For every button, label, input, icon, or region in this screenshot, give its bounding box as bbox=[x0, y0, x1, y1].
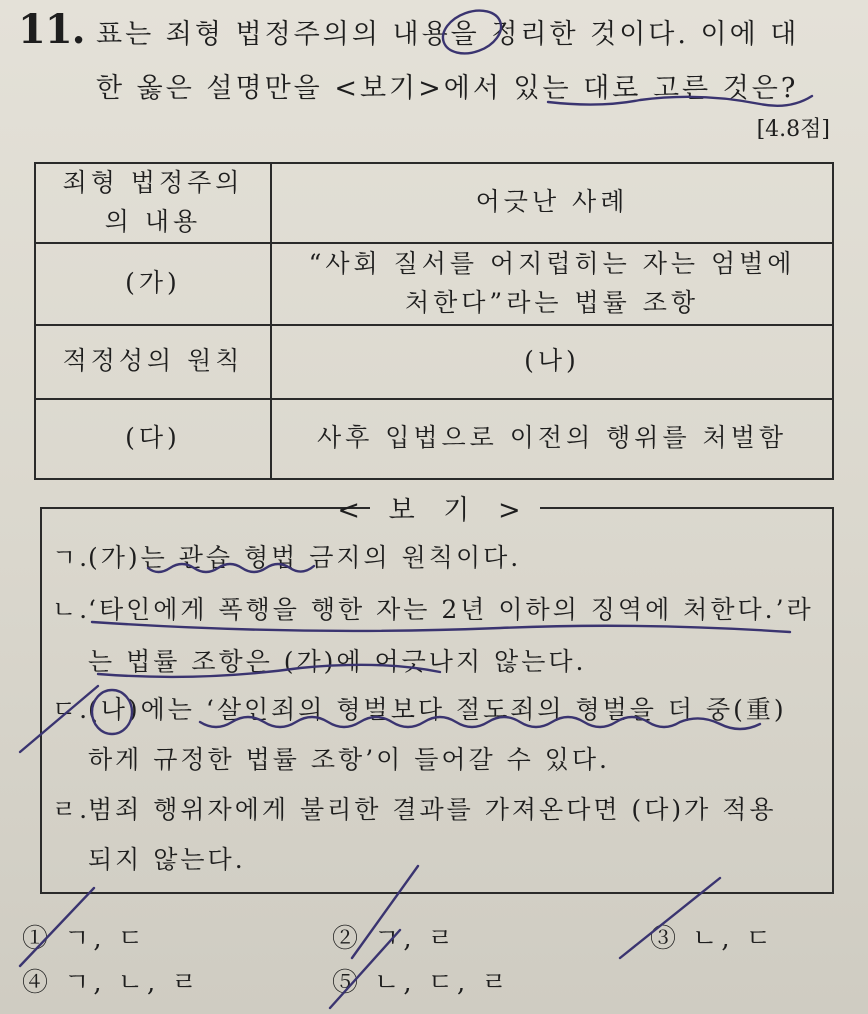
item-text-continued: 하게 규정한 법률 조항’이 들어갈 수 있다. bbox=[88, 745, 610, 774]
question-text-line-1: 표는 죄형 법정주의의 내용을 정리한 것이다. 이에 대 bbox=[96, 19, 800, 50]
choice-number: ③ bbox=[650, 924, 681, 954]
choice-1[interactable] bbox=[22, 918, 147, 955]
row-principle: (다) bbox=[35, 399, 271, 479]
choice-number: ④ bbox=[22, 968, 53, 998]
item-text: (가)는 관습 형법 금지의 원칙이다. bbox=[88, 543, 522, 572]
row-case-line-1: “사회 질서를 어지럽히는 자는 엄벌에 bbox=[308, 248, 796, 278]
choice-text: ㄱ, ㄴ, ㄹ bbox=[64, 968, 201, 998]
item-marker: ㄹ. bbox=[52, 795, 91, 824]
table-header-row bbox=[35, 163, 833, 243]
item-text-continued: 는 법률 조항은 (가)에 어긋나지 않는다. bbox=[88, 647, 587, 676]
choice-number: ⑤ bbox=[332, 968, 363, 998]
item-text: 범죄 행위자에게 불리한 결과를 가져온다면 (다)가 적용 bbox=[88, 795, 777, 824]
choice-5[interactable] bbox=[332, 962, 511, 999]
item-text: (나)에는 ‘살인죄의 형벌보다 절도죄의 형벌을 더 중(重) bbox=[88, 695, 787, 724]
question-text-line-2: 한 옳은 설명만을 <보기>에서 있는 대로 고른 것은? bbox=[96, 73, 799, 104]
item-marker: ㄴ. bbox=[52, 595, 91, 624]
choice-number: ① bbox=[22, 924, 53, 954]
bogi-item-giyeok bbox=[52, 538, 521, 574]
row-case: (나) bbox=[271, 325, 833, 399]
choice-text: ㄱ, ㄹ bbox=[374, 924, 458, 954]
row-case bbox=[271, 243, 833, 325]
header-principle: 죄형 법정주의의 내용 bbox=[35, 163, 271, 243]
bogi-item-nieun bbox=[52, 590, 814, 626]
choice-4[interactable] bbox=[22, 962, 201, 999]
choice-number: ② bbox=[332, 924, 363, 954]
item-text: ‘타인에게 폭행을 행한 자는 2년 이하의 징역에 처한다.’라 bbox=[88, 595, 814, 624]
question-points: [4.8점] bbox=[756, 117, 830, 142]
choice-3[interactable] bbox=[650, 918, 775, 955]
bogi-item-rieul bbox=[52, 790, 777, 826]
principle-table bbox=[34, 162, 834, 480]
choice-2[interactable] bbox=[332, 918, 457, 955]
choice-text: ㄴ, ㄷ bbox=[692, 924, 776, 954]
item-text-continued: 되지 않는다. bbox=[88, 845, 246, 874]
row-case: 사후 입법으로 이전의 행위를 처벌함 bbox=[271, 399, 833, 479]
choice-text: ㄱ, ㄷ bbox=[64, 924, 148, 954]
table-row bbox=[35, 399, 833, 479]
choice-text: ㄴ, ㄷ, ㄹ bbox=[374, 968, 511, 998]
header-case: 어긋난 사례 bbox=[271, 163, 833, 243]
bogi-item-digeut bbox=[52, 690, 787, 726]
row-case-line-2: 처한다”라는 법률 조항 bbox=[404, 287, 700, 317]
table-row bbox=[35, 325, 833, 399]
row-principle: (가) bbox=[35, 243, 271, 325]
item-marker: ㄷ. bbox=[52, 695, 91, 724]
table-row bbox=[35, 243, 833, 325]
bogi-title: < 보 기 > bbox=[337, 495, 531, 526]
question-number: 11. bbox=[18, 6, 85, 53]
item-marker: ㄱ. bbox=[52, 543, 91, 572]
row-principle: 적정성의 원칙 bbox=[35, 325, 271, 399]
